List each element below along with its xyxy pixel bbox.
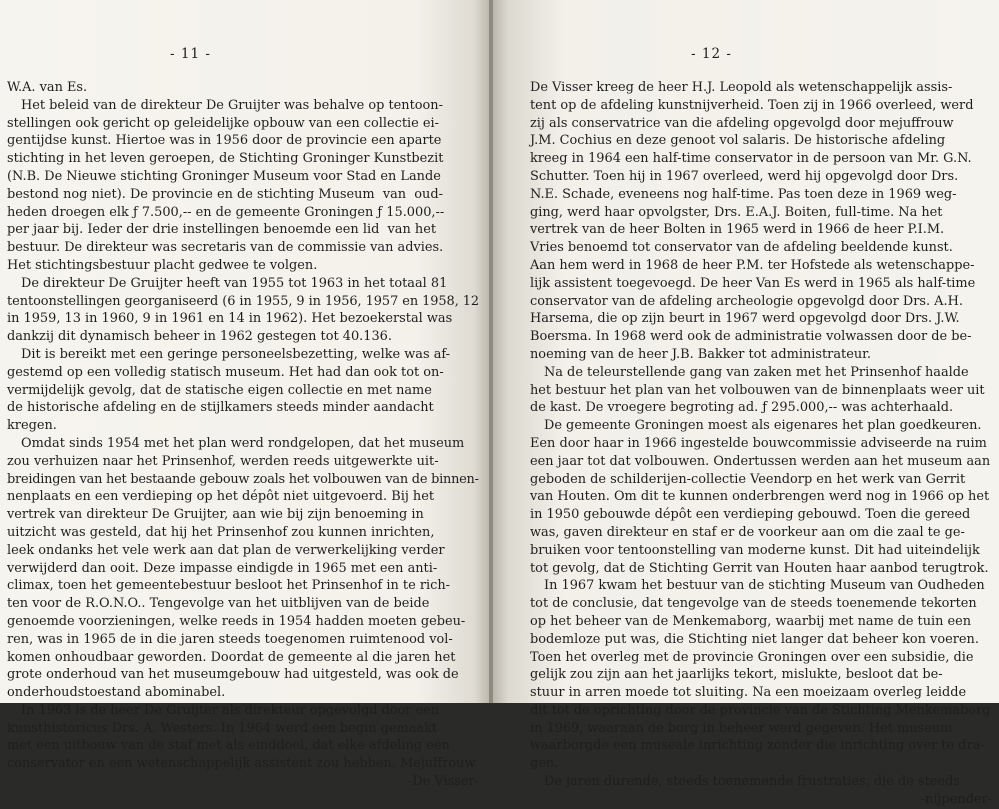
text-line: conservator en een wetenschappelijk assistent zou hebben. Mejuffrouw (7, 756, 476, 772)
text-line: met een uitbouw van de staf met als einddoel, dat elke afdeling een (7, 738, 450, 754)
page-text (530, 79, 992, 809)
text-line: tot gevolg, dat de Stichting Gerrit van Houten haar aanbod terugtrok. (530, 560, 989, 576)
text-line: stichting in het leven geroepen, de Stichting Groninger Kunstbezit (7, 151, 444, 167)
text-line: de historische afdeling en de stijlkamers steeds minder aandacht (7, 400, 434, 416)
text-line: gen. (530, 756, 559, 772)
text-line: Schutter. Toen hij in 1967 overleed, werd hij opgevolgd door Drs. (530, 168, 959, 184)
text-line: bruiken voor tentoonstelling van moderne kunst. Dit had uiteindelijk (530, 542, 980, 558)
text-line: ren, was in 1965 de in die jaren steeds toegenomen ruimtenood vol- (7, 631, 453, 647)
text-line: lijk assistent toegevoegd. De heer Van Es werd in 1965 als half-time (530, 275, 976, 291)
text-line: geboden de schilderijen-collectie Veendorp en het werk van Gerrit (530, 471, 966, 487)
text-line: Dit is bereikt met een geringe personeelsbezetting, welke was af- (21, 346, 451, 362)
text-line: nenplaats en een verdieping op het dépôt niet uitgevoerd. Bij het (7, 489, 435, 505)
left-page (0, 0, 489, 790)
text-line: zij als conservatrice van die afdeling opgevolgd door mejuffrouw (530, 115, 954, 131)
text-line: Het beleid van de direkteur De Gruijter was behalve op tentoon- (21, 97, 443, 113)
text-line: ging, werd haar opvolgster, Drs. E.A.J. Boiten, full-time. Na het (530, 204, 943, 220)
page-text (7, 79, 479, 791)
text-line: N.E. Schade, eveneens nog half-time. Pas toen deze in 1969 weg- (530, 186, 957, 202)
text-line: De Visser kreeg de heer H.J. Leopold als wetenschappelijk assis- (530, 80, 953, 95)
text-line: leek ondanks het vele werk aan dat plan de verwerkelijking verder (7, 542, 445, 558)
text-line: De gemeente Groningen moest als eigenares het plan goedkeuren. (544, 418, 982, 434)
text-line: Toen het overleg met de provincie Groningen over een subsidie, die (530, 649, 974, 665)
text-line: dit tot de oprichting door de provincie van de Stichting Menkemaborg (530, 702, 991, 718)
text-line: gelijk zou zijn aan het jaarlijks tekort, mislukte, besloot dat be- (530, 667, 943, 683)
text-line: J.M. Cochius en deze genoot vol salaris. De historische afdeling (530, 133, 946, 149)
text-line: heden droegen elk ƒ 7.500,-- en de gemeente Groningen ƒ 15.000,-- (7, 204, 445, 220)
text-line: (N.B. De Nieuwe stichting Groninger Museum voor Stad en Lande (7, 168, 441, 184)
page-number: - 12 - (691, 46, 732, 62)
text-line: Na de teleurstellende gang van zaken met het Prinsenhof haalde (544, 364, 969, 380)
text-line: tentoonstellingen georganiseerd (6 in 1955, 9 in 1956, 1957 en 1958, 12 (7, 293, 480, 309)
text-line: -De Visser- (408, 774, 479, 790)
text-line: stuur in arren moede tot sluiting. Na een moeizaam overleg leidde (530, 685, 967, 701)
text-line: van Houten. Om dit te kunnen onderbrengen werd nog in 1966 op het (530, 489, 990, 505)
text-line: het bestuur het plan van het volbouwen van de binnenplaats weer uit (530, 382, 985, 398)
text-line: dankzij dit dynamisch beheer in 1962 gestegen tot 40.136. (7, 329, 392, 345)
text-line: stellingen ook gericht op geleidelijke opbouw van een collectie ei- (7, 115, 439, 131)
text-line: Een door haar in 1966 ingestelde bouwcommissie adviseerde na ruim (530, 435, 987, 451)
text-line: grote onderhoud van het museumgebouw had uitgesteld, was ook de (7, 667, 459, 683)
page-number: - 11 - (170, 46, 211, 62)
text-line: In 1967 kwam het bestuur van de stichting Museum van Oudheden (544, 578, 985, 594)
text-line: vertrek van de heer Bolten in 1965 werd in 1966 de heer P.I.M. (530, 222, 945, 238)
text-line: komen onhoudbaar geworden. Doordat de gemeente al die jaren het (7, 649, 456, 665)
text-line: kregen. (7, 418, 57, 434)
text-line: kreeg in 1964 een half-time conservator in de persoon van Mr. G.N. (530, 151, 972, 167)
text-line: genoemde voorzieningen, welke reeds in 1954 hadden moeten gebeu- (7, 613, 466, 629)
text-line: -nijpender- (920, 791, 992, 807)
text-line: Harsema, die op zijn beurt in 1967 werd opgevolgd door Drs. J.W. (530, 311, 960, 327)
text-line: in 1969, waaraan de borg in beheer werd gegeven. Het museum (530, 720, 953, 736)
right-page (493, 0, 999, 807)
text-line: tot de conclusie, dat tengevolge van de steeds toenemende tekorten (530, 596, 977, 612)
text-line: climax, toen het gemeentebestuur besloot het Prinsenhof in te rich- (7, 578, 450, 594)
text-line: in 1959, 13 in 1960, 9 in 1961 en 14 in 1962). Het bezoekerstal was (7, 311, 453, 327)
text-line: Aan hem werd in 1968 de heer P.M. ter Hofstede als wetenschappe- (530, 257, 975, 273)
text-line: gentijdse kunst. Hiertoe was in 1956 door de provincie een aparte (7, 133, 442, 149)
text-line: conservator van de afdeling archeologie opgevolgd door Drs. A.H. (530, 293, 963, 309)
text-line: Het stichtingsbestuur placht gedwee te volgen. (7, 257, 318, 273)
text-line: was, gaven direkteur en staf er de voorkeur aan om die zaal te ge- (530, 524, 965, 540)
text-line: per jaar bij. Ieder der drie instellingen benoemde een lid van het (7, 222, 436, 238)
text-line: De jaren durende, steeds toenemende frustraties, die de steeds (544, 774, 960, 790)
text-line: uitzicht was gesteld, dat hij het Prinsenhof zou kunnen inrichten, (7, 524, 435, 540)
text-line: bodemloze put was, die Stichting niet langer dat beheer kon voeren. (530, 631, 979, 647)
text-line: onderhoudstoestand abominabel. (7, 685, 226, 701)
text-line: kunsthistoricus Drs. A. Westers. In 1964 werd een begin gemaakt (7, 720, 438, 736)
text-line: Boersma. In 1968 werd ook de administratie volwassen door de be- (530, 329, 972, 345)
text-line: ten voor de R.O.N.O.. Tengevolge van het uitblijven van de beide (7, 596, 430, 612)
text-line: zou verhuizen naar het Prinsenhof, werden reeds uitgewerkte uit- (7, 453, 439, 469)
text-line: de kast. De vroegere begroting ad. ƒ 295.000,-- was achterhaald. (530, 400, 954, 416)
text-line: gestemd op een volledig statisch museum. Het had dan ook tot on- (7, 364, 444, 380)
text-line: In 1963 is de heer De Gruijter als direkteur opgevolgd door een (21, 702, 440, 718)
text-line: vertrek van direkteur De Gruijter, aan wie bij zijn benoeming in (7, 507, 424, 523)
text-line: Omdat sinds 1954 met het plan werd rondgelopen, dat het museum (21, 435, 465, 451)
text-line: Vries benoemd tot conservator van de afdeling beeldende kunst. (530, 240, 953, 256)
text-line: De direkteur De Gruijter heeft van 1955 tot 1963 in het totaal 81 (21, 275, 448, 291)
text-line: een jaar tot dat volbouwen. Ondertussen werden aan het museum aan (530, 453, 991, 469)
text-line: vermijdelijk gevolg, dat de statische eigen collectie en met name (7, 382, 432, 398)
text-line: tent op de afdeling kunstnijverheid. Toen zij in 1966 overleed, werd (530, 97, 974, 113)
text-line: breidingen van het bestaande gebouw zoals het volbouwen van de binnen- (7, 471, 479, 487)
text-line: W.A. van Es. (7, 80, 88, 95)
text-line: verwijderd dan ooit. Deze impasse eindigde in 1965 met een anti- (7, 560, 438, 576)
text-line: in 1950 gebouwde dépôt een verdieping gebouwd. Toen die gereed (530, 507, 971, 523)
text-line: op het beheer van de Menkemaborg, waarbij met name de tuin een (530, 613, 972, 629)
text-line: bestond nog niet). De provincie en de stichting Museum van oud- (7, 186, 443, 202)
text-line: waarborgde een museale inrichting zonder die inrichting over te dra- (530, 738, 985, 754)
text-line: noeming van de heer J.B. Bakker tot administrateur. (530, 346, 871, 362)
text-line: bestuur. De direkteur was secretaris van de commissie van advies. (7, 240, 444, 256)
